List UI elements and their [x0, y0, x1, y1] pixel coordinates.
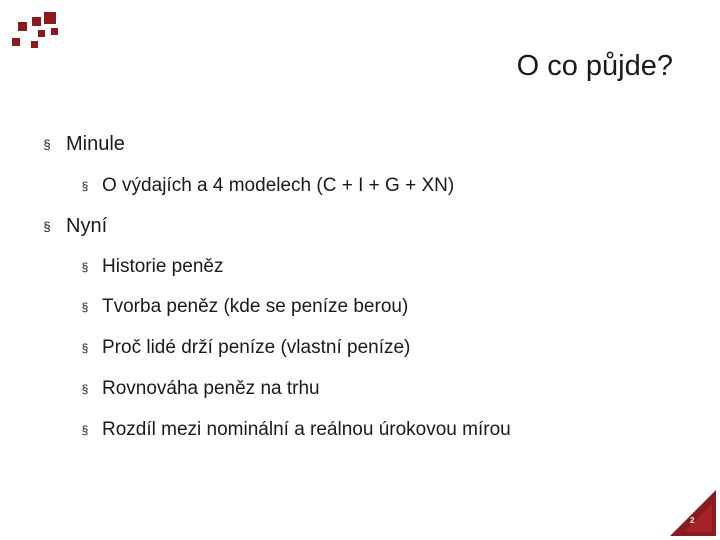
bullet-text: Minule: [66, 133, 125, 155]
bullet-marker: §: [43, 137, 51, 152]
bullet-item: [80, 175, 454, 197]
bullet-text: Rovnováha peněz na trhu: [102, 378, 320, 399]
bullet-marker: §: [81, 423, 89, 437]
slide-title: O co půjde?: [516, 50, 673, 82]
logo-square: [32, 17, 41, 26]
logo-square: [51, 28, 58, 35]
bullet-item: [80, 419, 511, 441]
bullet-text: Historie peněz: [102, 256, 224, 277]
bullet-marker: §: [81, 179, 89, 193]
bullet-item: [80, 256, 223, 278]
bullet-item: [80, 378, 320, 400]
bullet-marker: §: [81, 300, 89, 314]
page-number: 2: [690, 516, 695, 525]
logo-square: [38, 30, 45, 37]
logo-square: [44, 12, 56, 24]
bullet-text: Rozdíl mezi nominální a reálnou úrokovou mírou: [102, 419, 511, 440]
logo-square: [12, 38, 20, 46]
bullet-text: Nyní: [66, 215, 108, 237]
bullet-marker: §: [81, 341, 89, 355]
triangle-badge-icon: [666, 486, 716, 536]
bullet-marker: §: [81, 382, 89, 396]
bullet-text: Proč lidé drží peníze (vlastní peníze): [102, 337, 411, 358]
logo-square: [18, 22, 27, 31]
bullet-marker: §: [81, 260, 89, 274]
bullet-text: O výdajích a 4 modelech (C + I + G + XN): [102, 175, 455, 196]
page-number-badge: [666, 486, 716, 536]
bullet-text: Tvorba peněz (kde se peníze berou): [102, 296, 409, 317]
bullet-item: [42, 215, 107, 238]
bullet-item: [42, 133, 125, 156]
bullet-item: [80, 296, 408, 318]
bullet-item: [80, 337, 410, 359]
logo-icon: [0, 0, 70, 56]
bullet-marker: §: [43, 219, 51, 234]
logo-square: [31, 41, 38, 48]
